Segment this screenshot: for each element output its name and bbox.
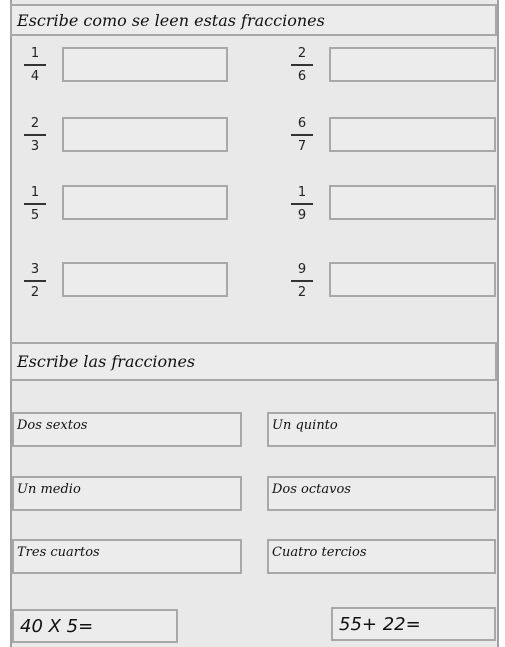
word-fraction-box[interactable] — [267, 412, 496, 447]
fraction-bar — [24, 134, 46, 136]
denominator: 2 — [297, 285, 307, 300]
word-fraction-label: Un quinto — [272, 418, 338, 433]
answer-field[interactable] — [62, 117, 228, 152]
numerator: 1 — [30, 185, 40, 200]
denominator: 3 — [30, 139, 40, 154]
answer-field[interactable] — [329, 117, 496, 152]
section-title-write-fractions — [10, 342, 497, 381]
fraction — [24, 116, 46, 155]
math-problem-text: 40 X 5= — [20, 615, 94, 637]
word-fraction-label: Dos sextos — [17, 418, 88, 433]
fraction — [291, 116, 313, 155]
fraction-bar — [24, 203, 46, 205]
fraction — [24, 262, 46, 301]
numerator: 3 — [30, 262, 40, 277]
word-fraction-box[interactable] — [12, 412, 242, 447]
answer-field[interactable] — [62, 47, 228, 82]
fraction-bar — [291, 134, 313, 136]
answer-field[interactable] — [329, 262, 496, 297]
word-fraction-label: Tres cuartos — [17, 545, 100, 560]
word-fraction-label: Cuatro tercios — [272, 545, 367, 560]
fraction — [24, 46, 46, 85]
answer-field[interactable] — [329, 47, 496, 82]
denominator: 9 — [297, 208, 307, 223]
fraction — [291, 185, 313, 224]
numerator: 2 — [30, 116, 40, 131]
word-fraction-box[interactable] — [12, 539, 242, 574]
numerator: 6 — [297, 116, 307, 131]
denominator: 6 — [297, 69, 307, 84]
section-title-read-fractions — [10, 4, 497, 36]
fraction-bar — [291, 280, 313, 282]
fraction-bar — [24, 64, 46, 66]
word-fraction-box[interactable] — [267, 539, 496, 574]
fraction-bar — [24, 280, 46, 282]
answer-field[interactable] — [329, 185, 496, 220]
fraction-bar — [291, 203, 313, 205]
fraction — [291, 262, 313, 301]
denominator: 2 — [30, 285, 40, 300]
answer-field[interactable] — [62, 262, 228, 297]
word-fraction-box[interactable] — [267, 476, 496, 511]
numerator: 9 — [297, 262, 307, 277]
word-fraction-box[interactable] — [12, 476, 242, 511]
numerator: 1 — [297, 185, 307, 200]
fraction — [291, 46, 313, 85]
denominator: 5 — [30, 208, 40, 223]
word-fraction-label: Dos octavos — [272, 482, 351, 497]
math-problem-text: 55+ 22= — [339, 613, 421, 635]
addition-problem[interactable] — [331, 607, 496, 641]
denominator: 4 — [30, 69, 40, 84]
word-fraction-label: Un medio — [17, 482, 81, 497]
section-title-text: Escribe como se leen estas fracciones — [17, 10, 325, 30]
denominator: 7 — [297, 139, 307, 154]
fraction-bar — [291, 64, 313, 66]
numerator: 1 — [30, 46, 40, 61]
fraction — [24, 185, 46, 224]
multiplication-problem[interactable] — [12, 609, 178, 643]
answer-field[interactable] — [62, 185, 228, 220]
section-title-text: Escribe las fracciones — [17, 352, 196, 371]
numerator: 2 — [297, 46, 307, 61]
